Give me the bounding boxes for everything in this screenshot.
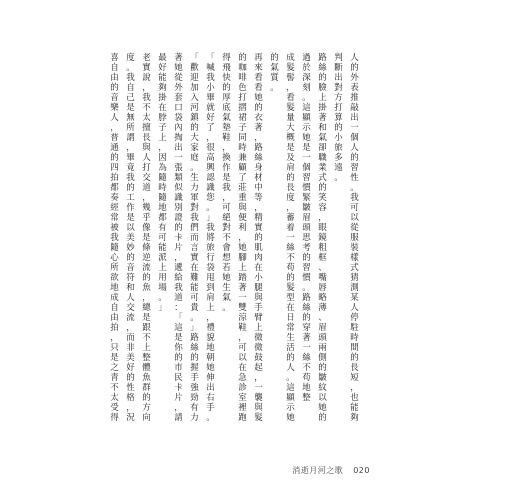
text-column: 再 來 看 看 她 的 衣 著 ， 路 絲 身 材 中 等 ， 精 實 的 肌 肉 在 小 腿 與 手 臂 上 微 微 鼓 起 ， 一 襲 與 髮 [254, 53, 263, 423]
text-column: 過 於 深 刻 。 這 顯 示 她 是 一 個 習 慣 緊 皺 眉 頭 思 考 的 習 慣 。 路 絲 的 穿 著 一 絲 不 苟 地 整 [302, 53, 311, 403]
text-column: 「 喊 我 小 畢 就 好 了 ， 很 高 興 認 識 您 。 」 我 將 旅 行 袋 甩 到 肩 上 ， 禮 貌 地 朝 她 伸 出 右 手 。 [206, 53, 215, 423]
text-column: 成 髮 髻 ， 看 髮 量 大 概 是 及 肩 的 長 度 ， 蓄 着 一 絲 不 苟 的 髮 型 在 日 常 生 活 的 人 。 這 顯 示 她 [286, 53, 295, 423]
text-column: 的 氣 質 。 [270, 53, 279, 93]
page-footer [292, 465, 370, 476]
text-column: 著 她 從 外 套 口 袋 內 掏 出 一 張 類 似 識 別 證 的 卡 片 ， 遞 給 我 道 ： 「 這 是 你 的 市 民 卡 片 ， 請 [174, 53, 183, 423]
text-column: 老 實 說 ， 我 不 太 擅 長 與 人 打 交 道 ， 幾 乎 像 是 條 逆 流 的 魚 ， 總 是 跟 不 上 整 體 魚 群 的 方 向 [142, 53, 151, 423]
text-column: 度 。 我 自 己 是 無 所 謂 ， 畢 竟 我 的 工 作 是 以 美 妙 的 音 符 和 人 交 流 ， 而 非 美 好 的 性 格 ， 況 [126, 53, 135, 423]
text-column: 喜 自 由 的 音 樂 人 ， 普 通 的 四 拍 都 奏 經 常 被 我 隨 心 所 欲 地 成 自 由 拍 ， 只 是 之 青 不 太 受 得 [110, 53, 119, 423]
text-column: 路 絲 的 臉 上 掛 著 和 氣 卻 職 業 式 的 笑 容 ， 眼 鏡 粗 框 、 嘴 唇 略 薄 、 眉 頭 兩 側 的 皺 紋 以 她 的 [318, 53, 327, 423]
page-number: 020 [353, 466, 370, 475]
book-title: 消逝月河之歌 [292, 466, 344, 475]
text-column: 「 歡 迎 加 入 河 鎮 的 大 家 庭 。 生 力 軍 對 我 們 而 言 實 在 難 能 可 貴 。 」 路 絲 的 握 手 強 勁 有 力 [190, 53, 199, 423]
text-column: 得 飛 快 的 厚 底 氣 墊 鞋 ， 換 作 是 我 ， 可 絕 對 不 會 想 若 她 生 氣 。 [222, 53, 231, 313]
vertical-text-block [109, 53, 360, 425]
text-column: 判 斷 出 對 方 打 算 的 小 旅 多 遠 。 [334, 53, 343, 183]
text-column: 的 咖 啡 色 打 摺 裙 子 同 時 兼 顧 了 莊 重 與 便 利 ， 她 腳 上 踏 著 一 雙 涼 鞋 ， 可 以 在 急 診 室 裡 跑 [238, 53, 247, 423]
text-column: 最 好 能 夠 掛 在 脖 子 上 ， 因 為 隨 時 隨 地 都 有 可 能 派 上 用 場 。 」 [158, 53, 167, 313]
text-column: 人 的 外 表 推 敲 出 一 個 人 的 習 性 。 我 可 以 從 服 裝 樣 式 猜 測 某 人 停 駐 時 間 的 長 短 ， 也 能 夠 [350, 53, 359, 423]
